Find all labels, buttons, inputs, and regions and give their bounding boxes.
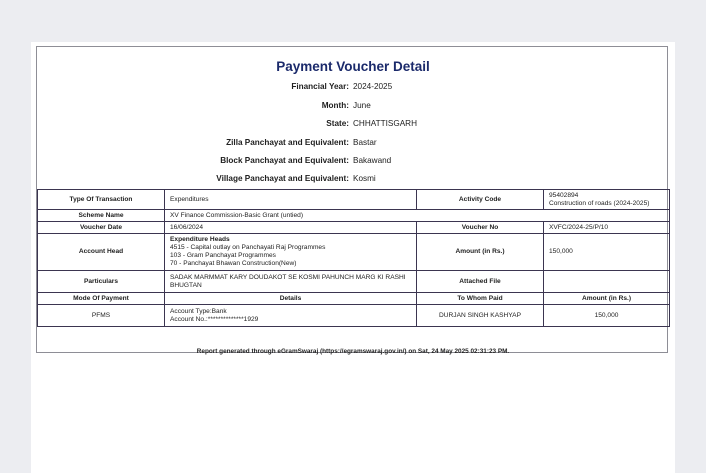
- meta-label: Block Panchayat and Equivalent:: [220, 156, 349, 165]
- meta-label: Month:: [321, 101, 349, 110]
- voucher-frame: [36, 46, 668, 353]
- payment-header-row: [38, 293, 670, 305]
- table-row: [38, 305, 670, 327]
- meta-value: 2024-2025: [353, 82, 393, 91]
- account-head-title: Expenditure Heads: [170, 236, 230, 243]
- voucher-date-label: Voucher Date: [38, 222, 165, 234]
- attached-file-value[interactable]: [544, 271, 670, 293]
- activity-name-value: Construction of roads (2024-2025): [549, 199, 650, 207]
- report-footer: Report generated through eGramSwaraj (https://egramswaraj.gov.in/) on Sat, 24 May 2025 02:31:23 PM.: [196, 348, 510, 355]
- payee-value: DURJAN SINGH KASHYAP: [417, 305, 544, 327]
- amount-value: 150,000: [544, 234, 670, 271]
- voucher-table: [37, 189, 670, 327]
- voucher-date-value: 16/06/2024: [165, 222, 417, 234]
- activity-code-cell: [544, 190, 670, 210]
- meta-label: Financial Year:: [291, 82, 349, 91]
- meta-financial-year: [37, 82, 669, 96]
- mode-of-payment-header: Mode Of Payment: [38, 293, 165, 305]
- page-title: Payment Voucher Detail: [276, 59, 430, 74]
- meta-zilla-panchayat: [37, 138, 669, 152]
- table-row: [38, 210, 670, 222]
- table-row: [38, 190, 670, 210]
- amount-label: Amount (in Rs.): [417, 234, 544, 271]
- type-of-transaction-label: Type Of Transaction: [38, 190, 165, 210]
- payment-details-cell: [165, 305, 417, 327]
- account-head-cell: [165, 234, 417, 271]
- payment-amount-header: Amount (in Rs.): [544, 293, 670, 305]
- particulars-label: Particulars: [38, 271, 165, 293]
- account-head-line: 70 - Panchayat Bhawan Construction(New): [170, 260, 297, 267]
- meta-block-panchayat: [37, 156, 669, 170]
- type-of-transaction-value: Expenditures: [165, 190, 417, 210]
- attached-file-label: Attached File: [417, 271, 544, 293]
- voucher-no-label: Voucher No: [417, 222, 544, 234]
- details-header: Details: [165, 293, 417, 305]
- payment-details-line: Account No.:**************1929: [170, 315, 259, 323]
- meta-value: June: [353, 101, 371, 110]
- meta-value: Bastar: [353, 138, 377, 147]
- scheme-name-label: Scheme Name: [38, 210, 165, 222]
- meta-value: Kosmi: [353, 174, 376, 183]
- meta-value: CHHATTISGARH: [353, 119, 417, 128]
- to-whom-paid-header: To Whom Paid: [417, 293, 544, 305]
- scheme-name-value: XV Finance Commission-Basic Grant (untied): [165, 210, 670, 222]
- voucher-no-value: XVFC/2024-25/P/10: [544, 222, 670, 234]
- payment-amount-value: 150,000: [544, 305, 670, 327]
- account-head-label: Account Head: [38, 234, 165, 271]
- meta-label: Village Panchayat and Equivalent:: [216, 174, 349, 183]
- payment-mode-value: PFMS: [38, 305, 165, 327]
- activity-code-label: Activity Code: [417, 190, 544, 210]
- meta-state: [37, 119, 669, 133]
- table-row: [38, 234, 670, 271]
- meta-label: State:: [326, 119, 349, 128]
- payment-details-line: Account Type:Bank: [170, 307, 227, 315]
- particulars-value: SADAK MARMMAT KARY DOUDAKOT SE KOSMI PAHUNCH MARG KI RASHI BHUGTAN: [165, 271, 417, 293]
- meta-month: [37, 101, 669, 115]
- activity-code-value: 95402894: [549, 191, 579, 199]
- meta-village-panchayat: [37, 174, 669, 188]
- account-head-line: 4515 - Capital outlay on Panchayati Raj Programmes: [170, 244, 326, 251]
- table-row: [38, 222, 670, 234]
- meta-label: Zilla Panchayat and Equivalent:: [226, 138, 349, 147]
- account-head-line: 103 - Gram Panchayat Programmes: [170, 252, 276, 259]
- meta-value: Bakawand: [353, 156, 392, 165]
- report-page: [31, 42, 675, 473]
- table-row: [38, 271, 670, 293]
